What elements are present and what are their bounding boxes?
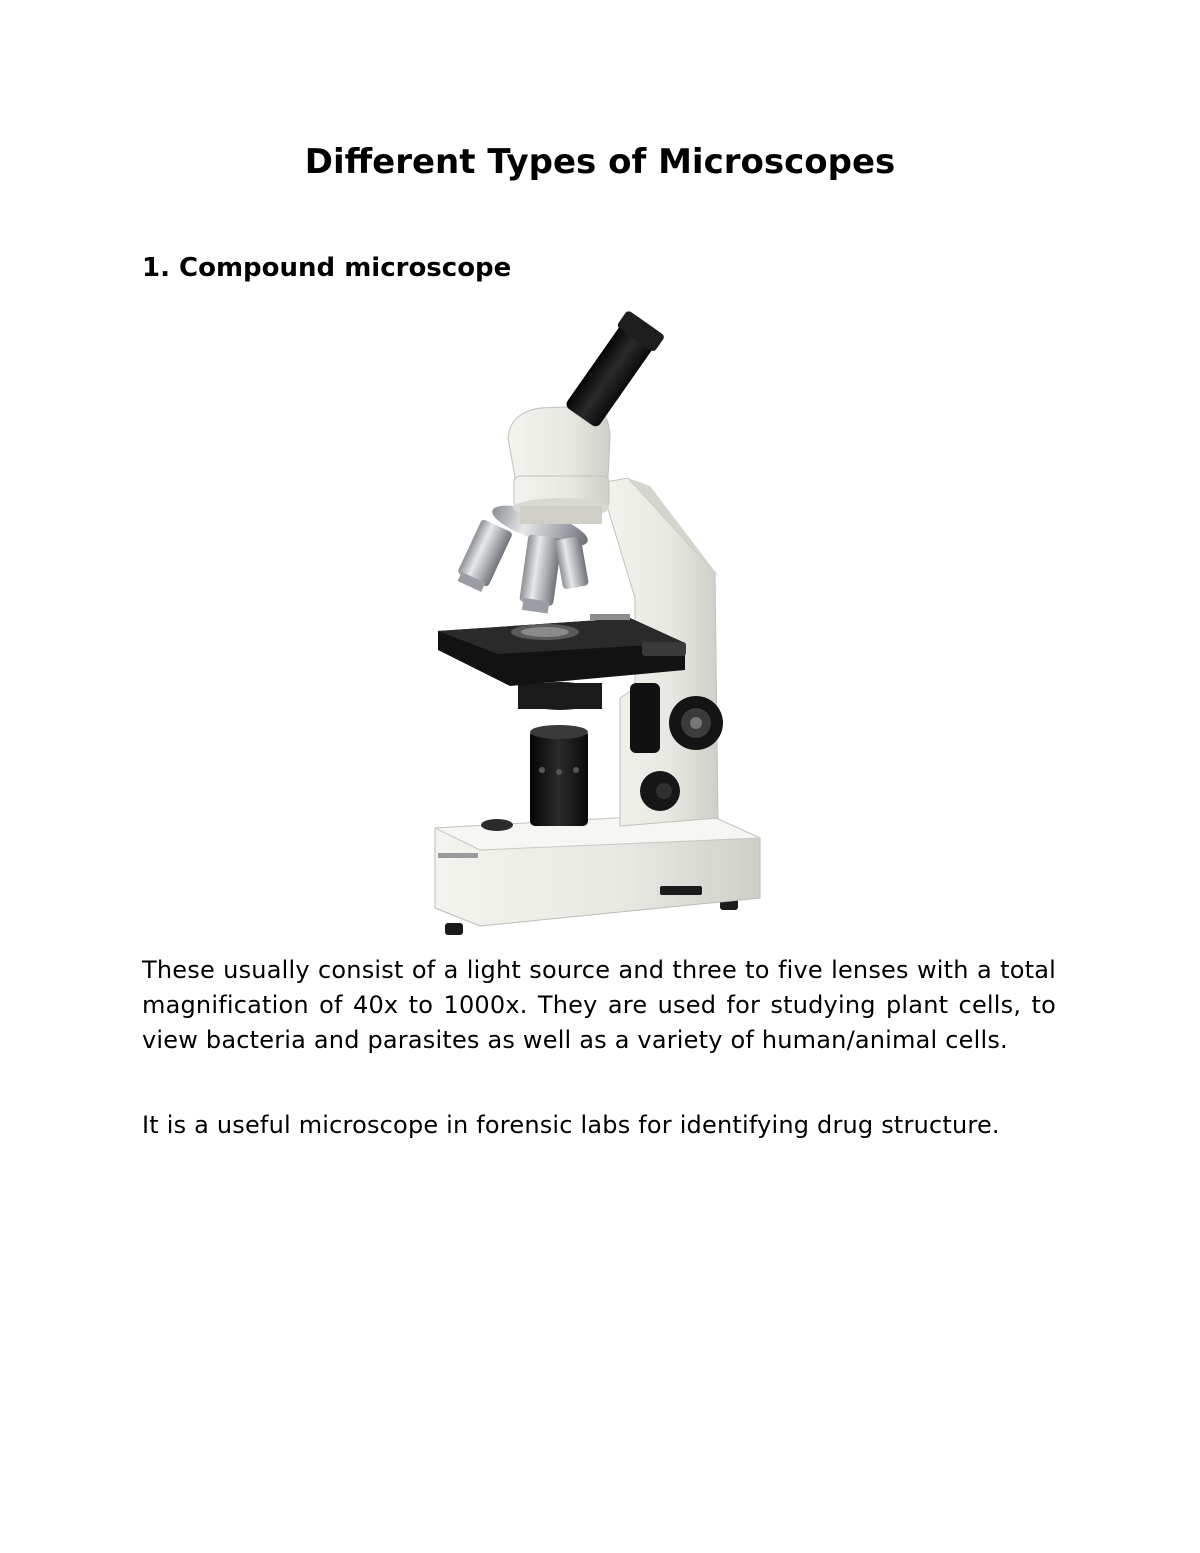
page-title: Different Types of Microscopes (304, 142, 896, 182)
base-foot (445, 923, 463, 935)
objective-lens (454, 519, 513, 594)
paragraph: It is a useful microscope in forensic labs for identifying drug structure. (142, 1111, 1000, 1139)
light-tube (530, 730, 588, 826)
compound-microscope-image (420, 298, 780, 948)
objective-lens (518, 534, 562, 614)
eyepiece (562, 310, 666, 431)
section-heading-compound-microscope: 1. Compound microscope (142, 253, 512, 283)
paragraph: These usually consist of a light source and three to five lenses with a total magnification of 40x to 1000x. They are used for studying plant cells, to view bacteria and parasites as well as a variety of human/animal cells. (142, 956, 1056, 1054)
